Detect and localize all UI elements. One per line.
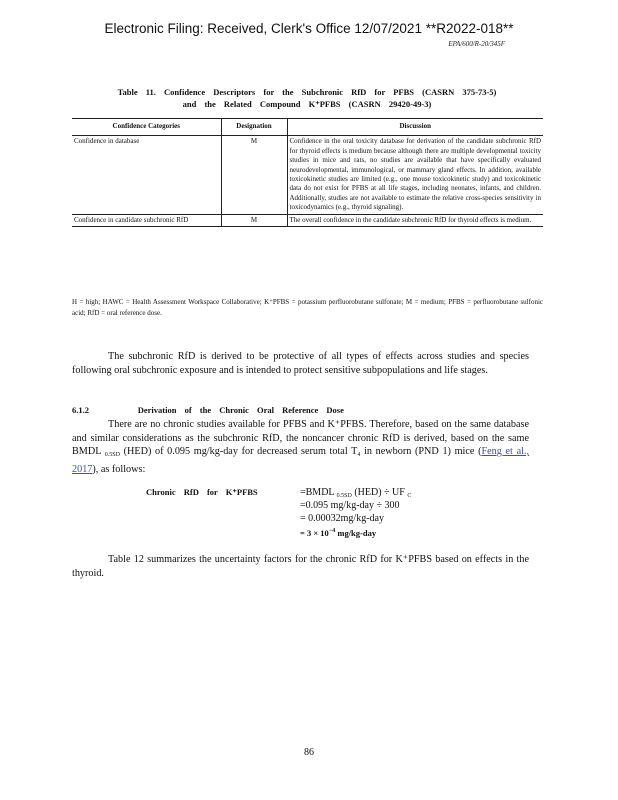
- section-number: 6.1.2: [72, 405, 89, 415]
- confidence-table: [72, 118, 543, 227]
- row-designation: M: [221, 214, 287, 226]
- table-caption-line-1: Table 11. Confidence Descriptors for the Subchronic RfD for PFBS (CASRN 375-73-5): [117, 87, 497, 97]
- eq1-subscript-2: C: [407, 493, 412, 499]
- paragraph-subchronic-summary: The subchronic RfD is derived to be protective of all types of effects across studies and species following oral subchronic exposure and is intended to protect sensitive subpopulations and life stages.: [72, 351, 529, 376]
- equation-line-3: = 0.00032mg/kg-day: [300, 513, 384, 524]
- table-row: [72, 136, 543, 214]
- table-caption: [72, 86, 542, 110]
- eq1-b: (HED) ÷ UF: [354, 487, 405, 498]
- eq1-subscript: 0.5SD: [336, 493, 352, 499]
- section-heading: [72, 405, 529, 415]
- eq4-a: = 3 × 10: [300, 527, 329, 538]
- row-discussion: Confidence in the oral toxicity database for derivation of the candidate subchronic RfD for thyroid effects is medium because although there are multiple developmental toxicity studies in mice and rats, no studies are available that have specifically evaluated neurodevelopmental, immunological, or mammary gland effects. In addition, available toxicokinetic studies are limited (e.g., one mouse toxicokinetic study) and toxicokinetic data do not exist for PFBS at all life stages, including neonates, infants, and children. Additionally, studies are not available to estimate the relative cross-species sensitivity in toxicodynamics (e.g., thyroid signaling).: [287, 136, 543, 214]
- header-confidence-categories: Confidence Categories: [72, 119, 221, 136]
- section-title: Derivation of the Chronic Oral Reference Dose: [137, 405, 344, 415]
- equation-line-4: [300, 525, 376, 540]
- para2-text-4: ), as follows:: [92, 463, 146, 475]
- citation-link-feng-2017[interactable]: Feng et al., 2017: [72, 446, 530, 475]
- row-designation: M: [221, 136, 287, 214]
- header-discussion: Discussion: [287, 119, 543, 136]
- para2-text-2: (HED) of 0.095 mg/kg-day for decreased serum total T: [123, 446, 358, 457]
- row-discussion: The overall confidence in the candidate subchronic RfD for thyroid effects is medium.: [287, 214, 543, 226]
- para2-text-1: There are no chronic studies available for PFBS and K⁺PFBS. Therefore, based on the same database and similar considerations as the subchronic RfD, the noncancer chronic RfD is derived, based on the same BMDL: [72, 419, 529, 457]
- table-row: [72, 214, 543, 226]
- paragraph-chronic-derivation: [72, 418, 529, 476]
- row-category: Confidence in database: [72, 136, 221, 214]
- table-caption-line-2: and the Related Compound K⁺PFBS (CASRN 29420-49-3): [182, 99, 432, 109]
- table-footnote: H = high; HAWC = Health Assessment Workspace Collaborative; K⁺PFBS = potassium perfluorobutane sulfonate; M = medium; PFBS = perfluorobutane sulfonic acid; RfD = oral reference dose.: [72, 298, 543, 317]
- table-header-row: [72, 119, 543, 136]
- header-designation: Designation: [221, 119, 287, 136]
- equation-label: Chronic RfD for K⁺PFBS: [146, 487, 258, 497]
- para2-subscript-2: 4: [357, 452, 361, 458]
- eq1-a: =BMDL: [300, 487, 335, 498]
- eq4-superscript: −4: [328, 528, 336, 534]
- page-number: 86: [304, 747, 314, 758]
- para2-text-3: in newborn (PND 1) mice (: [364, 446, 482, 457]
- para2-subscript-1: 0.5SD: [104, 452, 120, 458]
- paragraph-table12-reference: Table 12 summarizes the uncertainty factors for the chronic RfD for K⁺PFBS based on effects in the thyroid.: [72, 554, 529, 579]
- document-id: EPA/600/R-20/345F: [448, 40, 505, 48]
- filing-header: Electronic Filing: Received, Clerk's Office 12/07/2021 **R2022-018**: [104, 21, 514, 36]
- equation-line-2: =0.095 mg/kg-day ÷ 300: [300, 500, 400, 511]
- eq4-b: mg/kg-day: [337, 527, 377, 538]
- row-category: Confidence in candidate subchronic RfD: [72, 214, 221, 226]
